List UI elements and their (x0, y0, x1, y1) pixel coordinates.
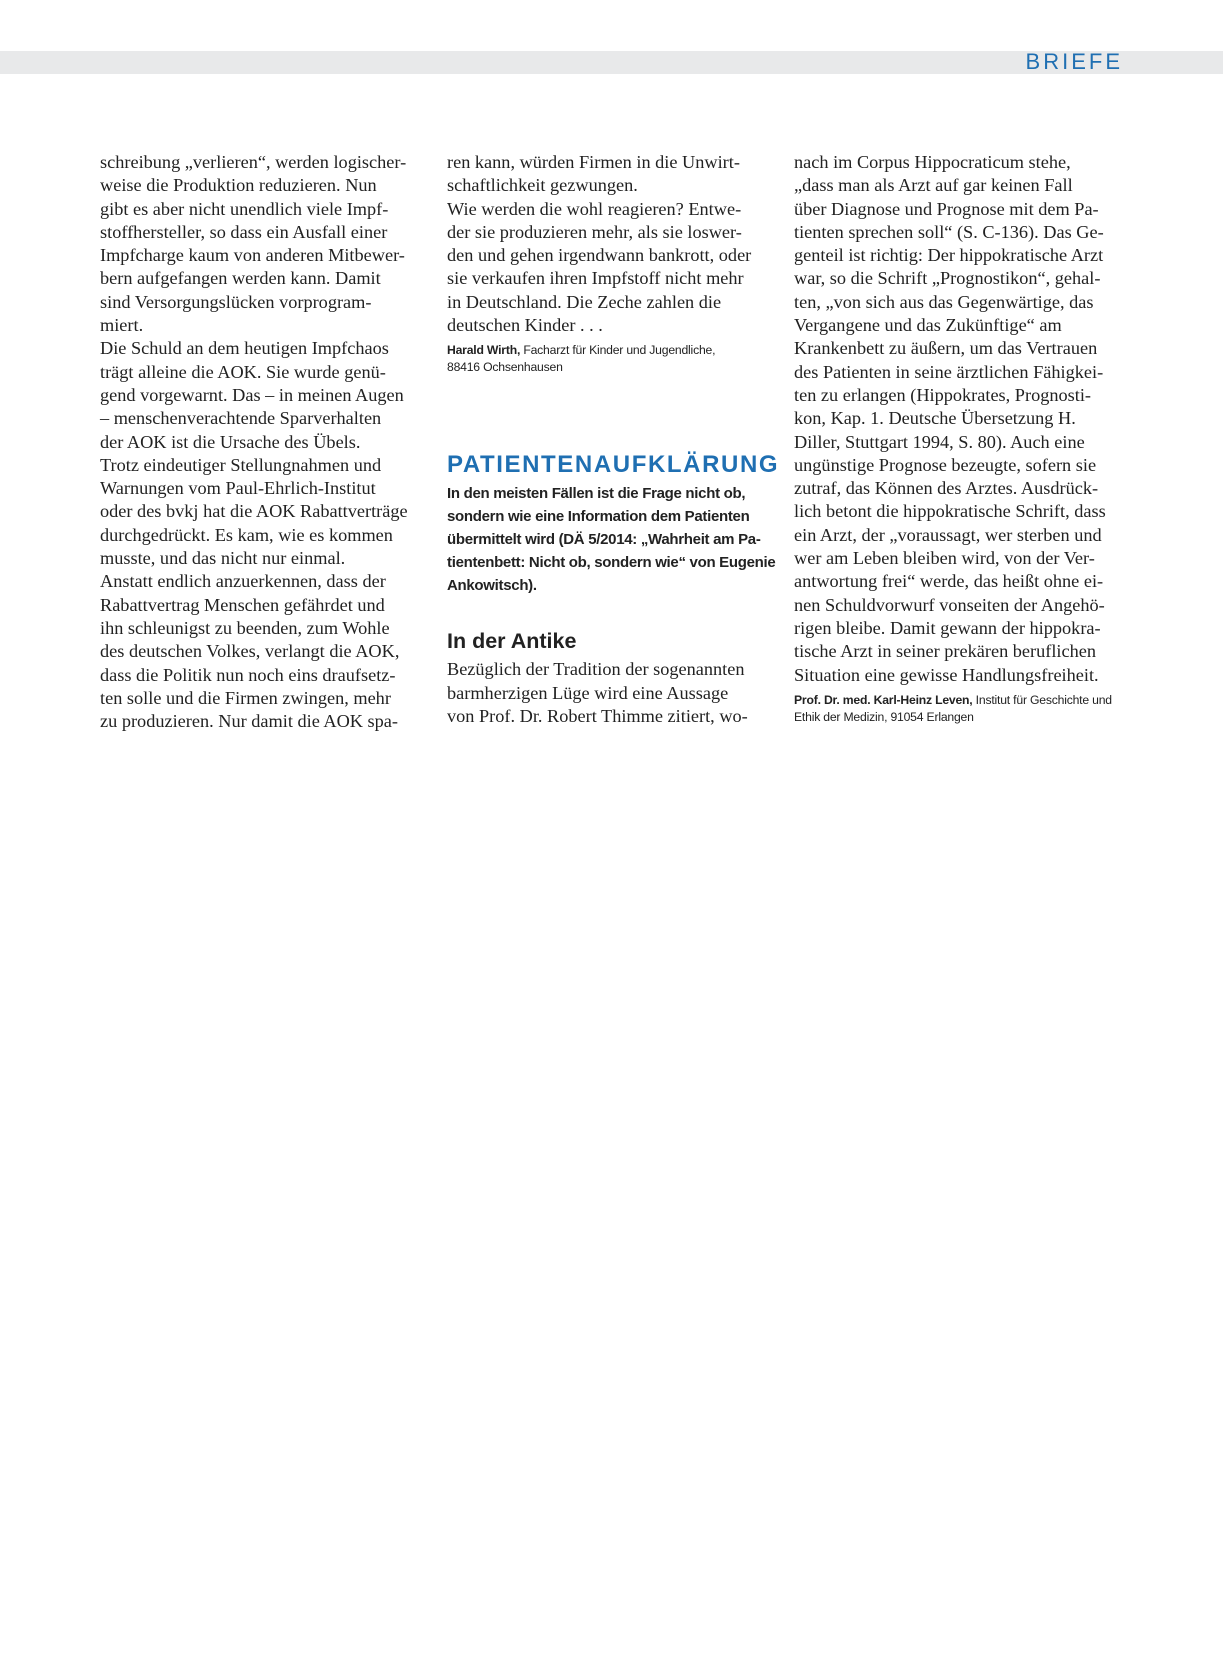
column-3 (794, 151, 1124, 726)
column-1 (100, 151, 430, 733)
letter-text: Bezüglich der Tradition der sogenannten barmherzigen Lüge wird eine Aussage von Prof. Dr. Robert Thimme zitiert, wo- (447, 659, 748, 726)
letter-text: nach im Corpus Hippocraticum stehe, „dass man als Arzt auf gar keinen Fall über Diagnose und Prognose mit dem Pa- tienten sprechen soll“ (S. C-136). Das Ge- genteil ist richtig: Der hippokratische Arzt war, so die Schrift „Prognostikon“, gehal- ten, „von sich aus das Gegenwärtige, das Vergangene und das Zukünftige“ am Krankenbett zu äußern, um das Vertrauen des Patienten in seine ärztlichen Fähigkei- ten zu erlangen (Hippokrates, Prognosti- kon, Kap. 1. Deutsche Übersetzung H. Diller, Stuttgart 1994, S. 80). Auch eine ungünstige Prognose bezeugte, sofern sie zutraf, das Können des Arztes. Ausdrück- lich betont die hippokratische Schrift, dass ein Arzt, der „voraussagt, wer sterben und wer am Leben bleiben wird, von der Ver- antwortung frei“ werde, das heißt ohne ei- nen Schuldvorwurf vonseiten der Angehö- rigen bleibe. Damit gewann der hippokra- tische Arzt in seiner prekären beruflichen Situation eine gewisse Handlungsfreiheit. (794, 152, 1106, 685)
signature (447, 342, 777, 376)
letter-text: ren kann, würden Firmen in die Unwirt- schaftlichkeit gezwungen. Wie werden die wohl reagieren? Entwe- der sie produzieren mehr, als sie loswer- den und gehen irgendwann bankrott, oder sie verkaufen ihren Impfstoff nicht mehr in Deutschland. Die Zeche zahlen die deutschen Kinder . . . (447, 152, 752, 336)
subheading: In der Antike (447, 629, 577, 654)
letter-text: schreibung „verlieren“, werden logischer- weise die Produktion reduzieren. Nun gibt es aber nicht unendlich viele Impf- stoffhersteller, so dass ein Ausfall einer Impfcharge kaum von anderen Mitbewer- bern aufgefangen werden kann. Damit sind Versorgungslücken vorprogram- miert. Die Schuld an dem heutigen Impfchaos trägt alleine die AOK. Sie wurde genü- gend vorgewarnt. Das – in meinen Augen – menschenverachtende Sparverhalten der AOK ist die Ursache des Übels. Trotz eindeutiger Stellungnahmen und Warnungen vom Paul-Ehrlich-Institut oder des bvkj hat die AOK Rabattverträge durchgedrückt. Es kam, wie es kommen musste, und das nicht nur einmal. Anstatt endlich anzuerkennen, dass der Rabattvertrag Menschen gefährdet und ihn schleunigst zu beenden, zum Wohle des deutschen Volkes, verlangt die AOK, dass die Politik nun noch eins draufsetz- ten solle und die Firmen zwingen, mehr zu produzieren. Nur damit die AOK spa- (100, 152, 408, 732)
teaser-text: In den meisten Fällen ist die Frage nicht ob, sondern wie eine Information dem Patienten übermittelt wird (DÄ 5/2014: „Wahrheit am Pa- tientenbett: Nicht ob, sondern wie“ von Eugenie Ankowitsch). (447, 485, 776, 595)
section-label: BRIEFE (1025, 49, 1123, 74)
section-title: PATIENTENAUFKLÄRUNG (447, 451, 780, 479)
signature-name: Harald Wirth, (447, 343, 521, 358)
signature (794, 692, 1124, 726)
signature-affiliation: Institut für Geschichte und Ethik der Medizin, 91054 Erlangen (794, 692, 1112, 724)
signature-name: Prof. Dr. med. Karl-Heinz Leven, (794, 692, 973, 707)
column-2 (447, 151, 780, 728)
signature-affiliation: Facharzt für Kinder und Jugendliche, 88416 Ochsenhausen (447, 343, 716, 375)
